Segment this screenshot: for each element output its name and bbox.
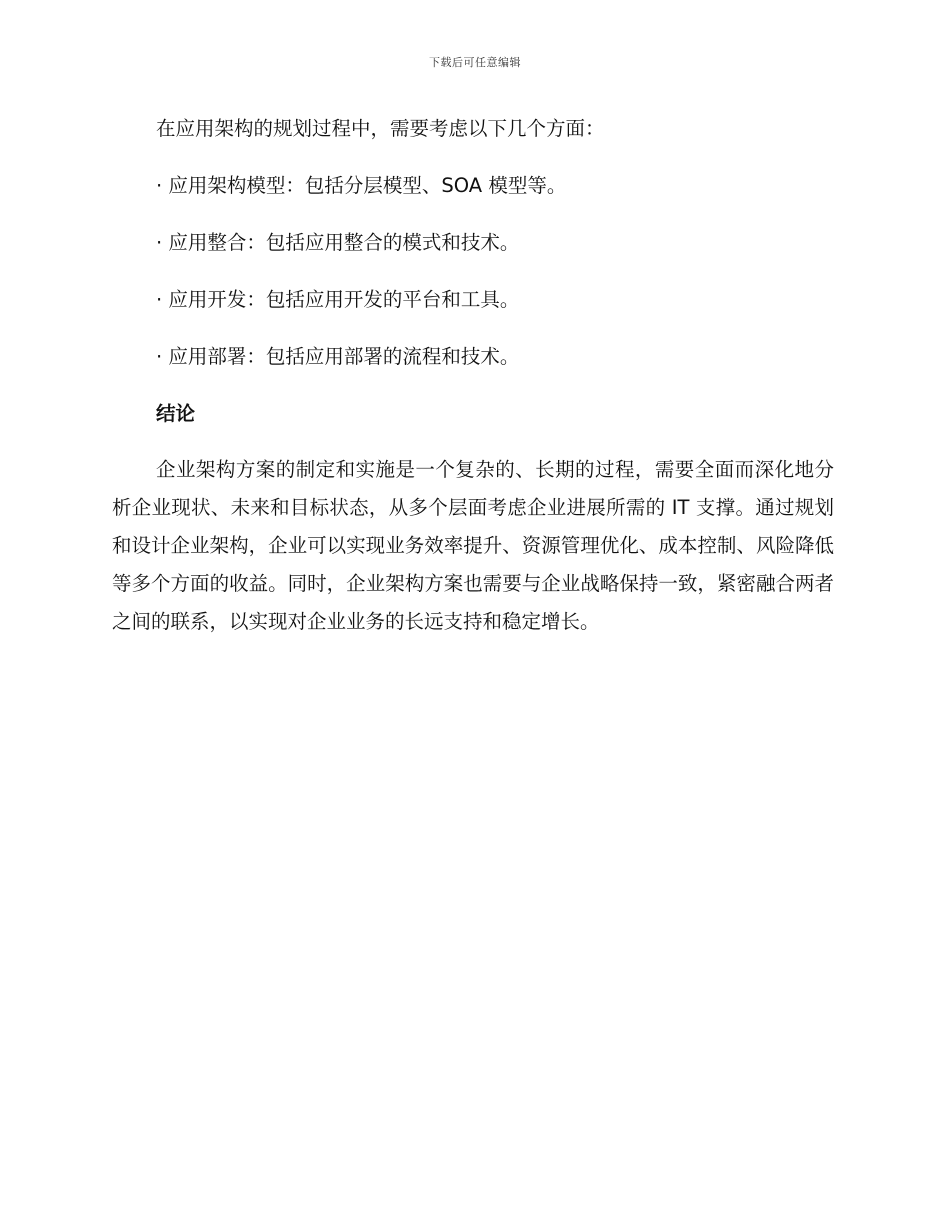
conclusion-paragraph: 企业架构方案的制定和实施是一个复杂的、长期的过程，需要全面而深化地分析企业现状、未来和目标状态，从多个层面考虑企业进展所需的 IT 支撑。通过规划和设计企业架构，企业可以实现业务效率提升、资源管理优化、成本控制、风险降低等多个方面的收益。同时，企业架构方案也需要与企业战略保持一致，紧密融合两者之间的联系，以实现对企业业务的长远支持和稳定增长。 — [112, 458, 834, 633]
page-header: 下载后可任意编辑 — [429, 56, 521, 69]
bullet-item-development: · 应用开发：包括应用开发的平台和工具。 — [156, 288, 520, 311]
document-body — [112, 110, 834, 641]
bullet-item-architecture-model: · 应用架构模型：包括分层模型、SOA 模型等。 — [156, 174, 567, 197]
bullet-item-integration: · 应用整合：包括应用整合的模式和技术。 — [156, 231, 520, 254]
intro-paragraph: 在应用架构的规划过程中，需要考虑以下几个方面： — [156, 117, 605, 140]
conclusion-heading: 结论 — [156, 402, 196, 425]
bullet-item-deployment: · 应用部署：包括应用部署的流程和技术。 — [156, 345, 520, 368]
